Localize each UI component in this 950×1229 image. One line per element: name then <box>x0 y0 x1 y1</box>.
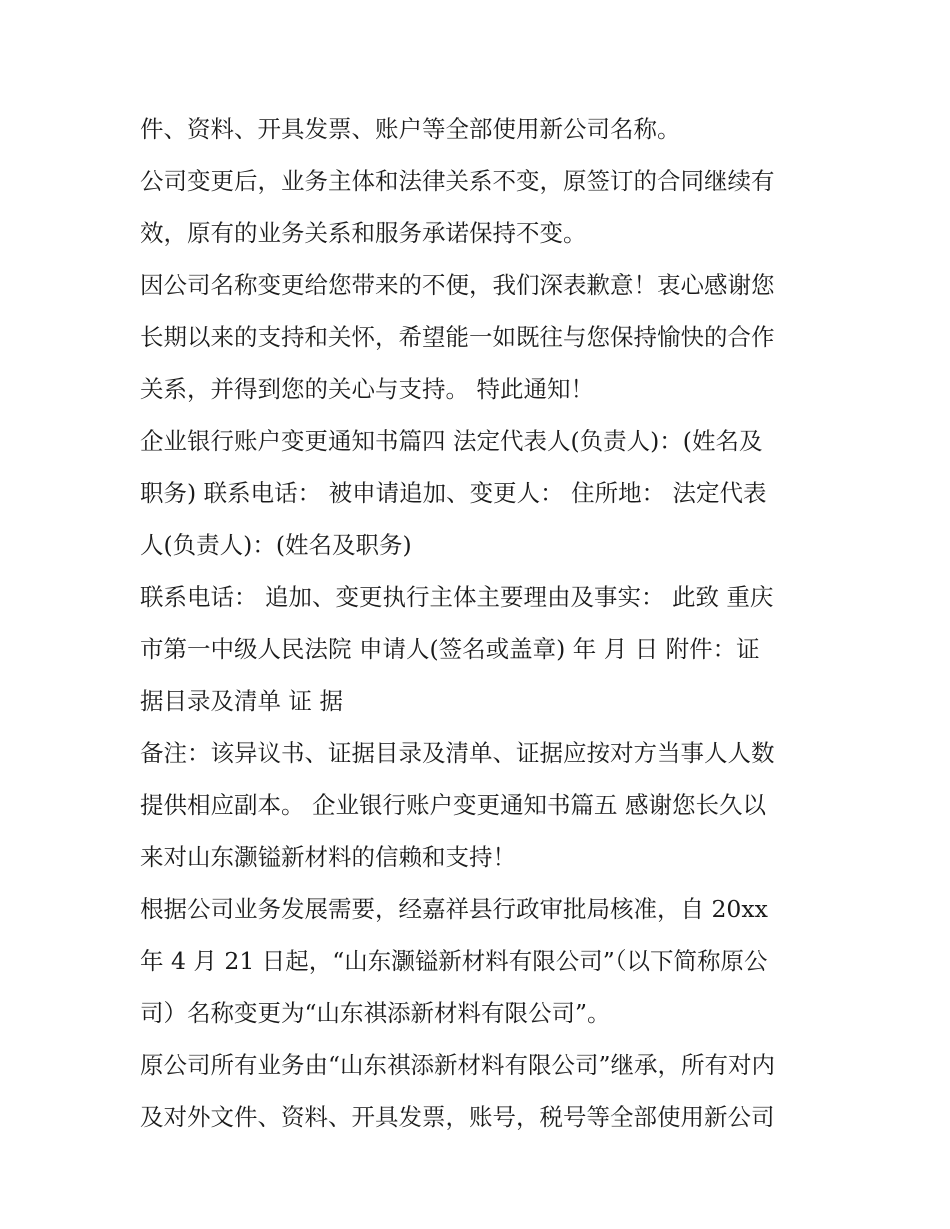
text-line: 联系电话： 追加、变更执行主体主要理由及事实： 此致 重庆 <box>140 583 774 611</box>
text-line: 司）名称变更为“山东祺添新材料有限公司”。 <box>140 999 611 1027</box>
text-line: 因公司名称变更给您带来的不便，我们深表歉意！衷心感谢您 <box>140 271 775 299</box>
text-line: 年 4 月 21 日起，“山东灏镒新材料有限公司”（以下简称原公 <box>140 947 768 975</box>
text-line: 效，原有的业务关系和服务承诺保持不变。 <box>140 219 587 247</box>
text-line: 市第一中级人民法院 申请人(签名或盖章) 年 月 日 附件：证 <box>140 635 760 663</box>
text-line: 企业银行账户变更通知书篇四 法定代表人(负责人)：(姓名及 <box>140 427 763 455</box>
text-line: 件、资料、开具发票、账户等全部使用新公司名称。 <box>140 115 681 143</box>
text-line: 公司变更后，业务主体和法律关系不变，原签订的合同继续有 <box>140 167 775 195</box>
text-line: 原公司所有业务由“山东祺添新材料有限公司”继承，所有对内 <box>140 1051 776 1079</box>
text-line: 根据公司业务发展需要，经嘉祥县行政审批局核准，自 20xx <box>140 895 768 923</box>
text-line: 人(负责人)：(姓名及职务) <box>140 531 412 559</box>
text-line: 及对外文件、资料、开具发票，账号，税号等全部使用新公司 <box>140 1103 775 1131</box>
text-line: 职务) 联系电话： 被申请追加、变更人： 住所地： 法定代表 <box>140 479 767 507</box>
text-line: 备注：该异议书、证据目录及清单、证据应按对方当事人人数 <box>140 739 775 767</box>
text-line: 来对山东灏镒新材料的信赖和支持！ <box>140 843 516 871</box>
text-line: 关系，并得到您的关心与支持。 特此通知！ <box>140 375 594 403</box>
text-line: 据目录及清单 证 据 <box>140 687 343 715</box>
text-line: 长期以来的支持和关怀，希望能一如既往与您保持愉快的合作 <box>140 323 775 351</box>
document-body <box>140 103 820 1143</box>
text-line: 提供相应副本。 企业银行账户变更通知书篇五 感谢您长久以 <box>140 791 766 819</box>
